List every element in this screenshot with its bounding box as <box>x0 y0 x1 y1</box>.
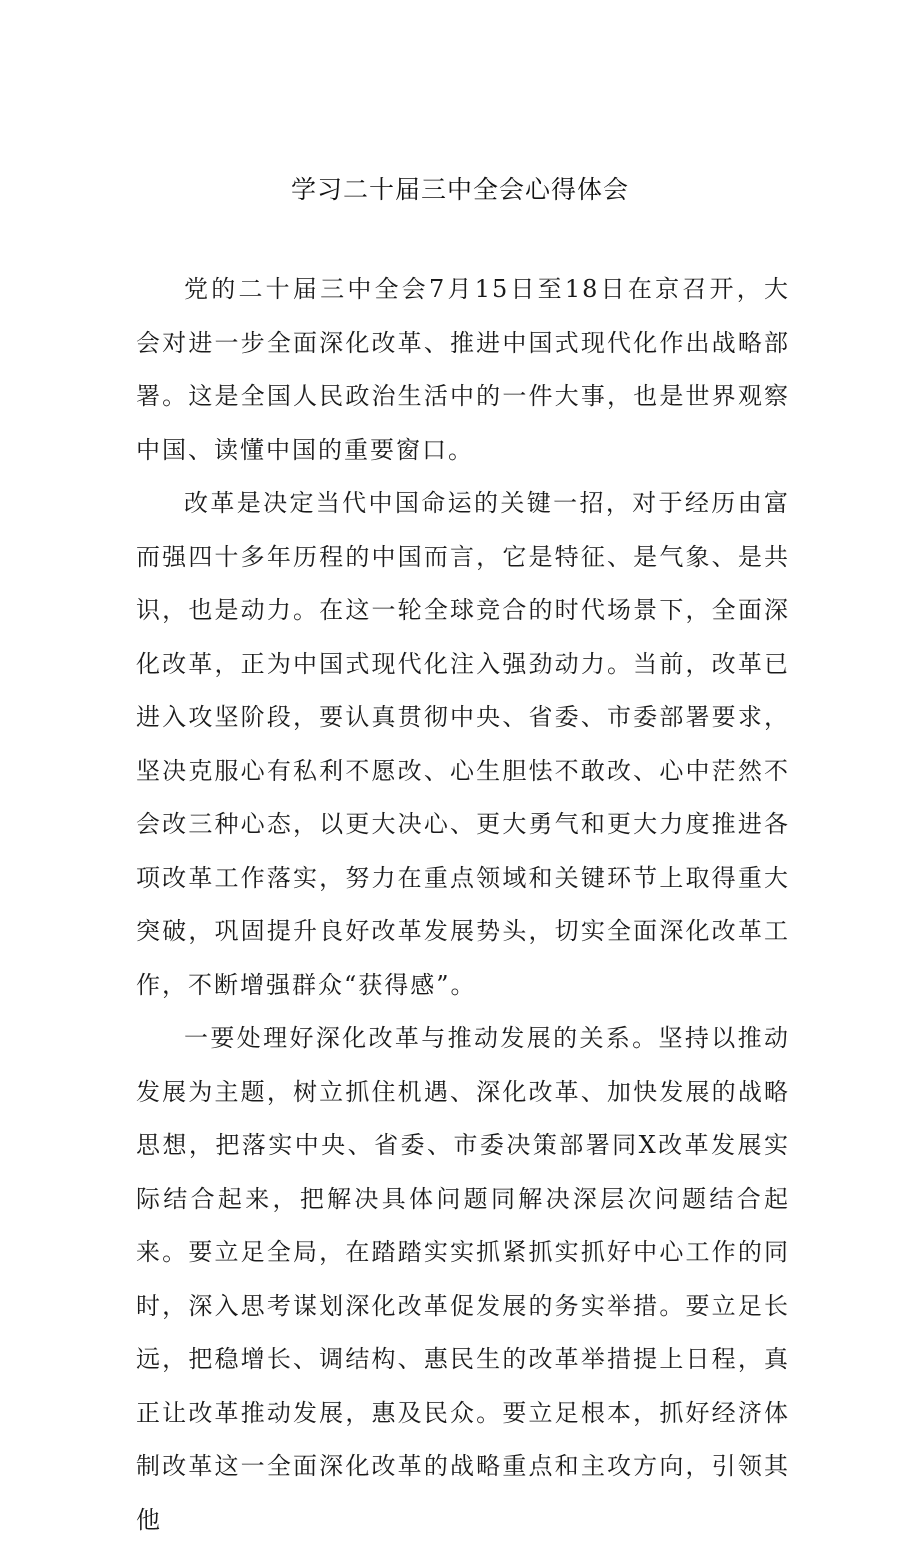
paragraph-1: 党的二十届三中全会7月15日至18日在京召开，大会对进一步全面深化改革、推进中国式现代化作出战略部署。这是全国人民政治生活中的一件大事，也是世界观察中国、读懂中国的重要窗口。 <box>136 275 790 464</box>
paragraph-3: 一要处理好深化改革与推动发展的关系。坚持以推动发展为主题，树立抓住机遇、深化改革、加快发展的战略思想，把落实中央、省委、市委决策部署同X改革发展实际结合起来，把解决具体问题同解决深层次问题结合起来。要立足全局，在踏踏实实抓紧抓实抓好中心工作的同时，深入思考谋划深化改革促发展的务实举措。要立足长远，把稳增长、调结构、惠民生的改革举措提上日程，真正让改革推动发展，惠及民众。要立足根本，抓好经济体制改革这一全面深化改革的战略重点和主攻方向，引领其他 <box>136 1024 790 1534</box>
document-body <box>136 263 790 1547</box>
document-title: 学习二十届三中全会心得体会 <box>290 175 629 204</box>
paragraph-2: 改革是决定当代中国命运的关键一招，对于经历由富而强四十多年历程的中国而言，它是特征、是气象、是共识，也是动力。在这一轮全球竞合的时代场景下，全面深化改革，正为中国式现代化注入强劲动力。当前，改革已进入攻坚阶段，要认真贯彻中央、省委、市委部署要求，坚决克服心有私利不愿改、心生胆怯不敢改、心中茫然不会改三种心态，以更大决心、更大勇气和更大力度推进各项改革工作落实，努力在重点领域和关键环节上取得重大突破，巩固提升良好改革发展势头，切实全面深化改革工作，不断增强群众“获得感”。 <box>136 489 790 999</box>
